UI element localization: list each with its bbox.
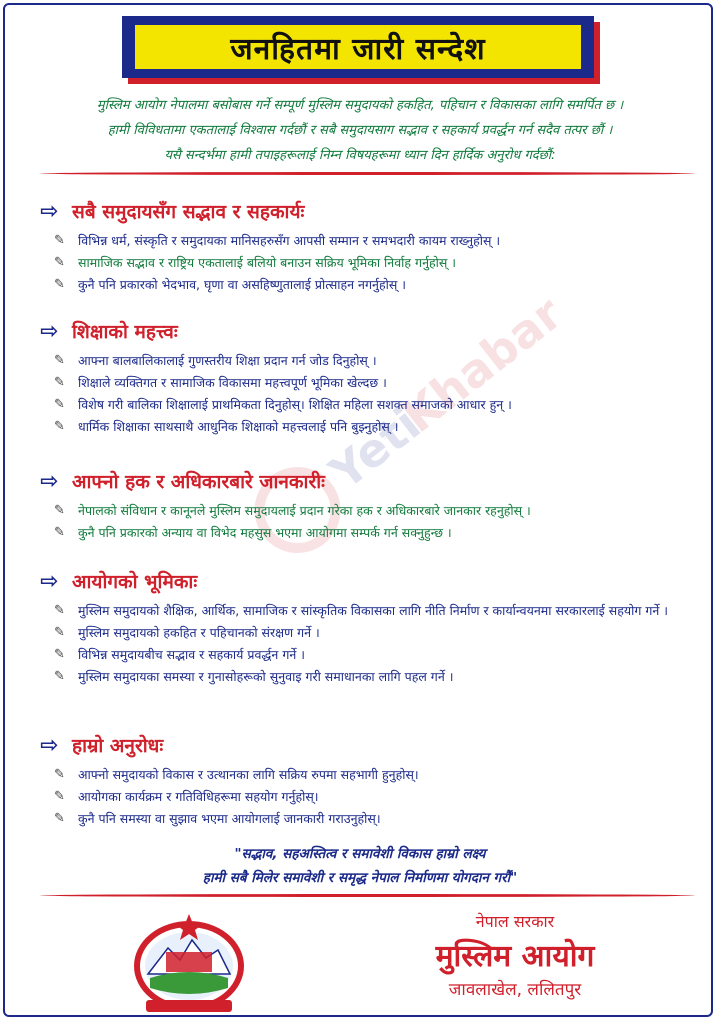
- list-item-text: मुस्लिम समुदायको हकहित र पहिचानको संरक्षण गर्ने ।: [78, 625, 320, 640]
- section-commission-role: [40, 566, 700, 688]
- separator-bottom: [40, 894, 695, 897]
- quote-line: "सद्भाव, सहअस्तित्व र समावेशी विकास हाम्रो लक्ष्य: [234, 846, 486, 862]
- pen-icon: ✎: [54, 503, 65, 518]
- commission-address: जावलाखेल, ललितपुर: [448, 980, 582, 1000]
- government-signature: [410, 910, 620, 1000]
- list-item-text: कुनै पनि प्रकारको भेदभाव, घृणा वा असहिष्णुतालाई प्रोत्साहन नगर्नुहोस् ।: [78, 277, 407, 292]
- list-item-text: शिक्षाले व्यक्तिगत र सामाजिक विकासमा महत्त्वपूर्ण भूमिका खेल्दछ ।: [78, 375, 387, 390]
- pen-icon: ✎: [54, 767, 65, 782]
- intro-line: मुस्लिम आयोग नेपालमा बसोबास गर्ने सम्पूर्ण मुस्लिम समुदायको हकहित, पहिचान र विकासका लागि समर्पित छ ।: [96, 98, 624, 113]
- pen-icon: ✎: [54, 525, 65, 540]
- list-item: [40, 786, 700, 808]
- separator-top: [40, 172, 695, 175]
- pen-icon: ✎: [54, 811, 65, 826]
- section-title: आयोगको भूमिकाः: [72, 571, 198, 593]
- page-title: जनहितमा जारी सन्देश: [135, 25, 581, 69]
- pen-icon: ✎: [54, 397, 65, 412]
- list-item-text: मुस्लिम समुदायका समस्या र गुनासोहरूको सुनुवाइ गरी समाधानका लागि पहल गर्ने ।: [78, 669, 454, 684]
- section-title: सबै समुदायसँग सद्भाव र सहकार्यः: [72, 201, 305, 223]
- list-item-text: विभिन्न समुदायबीच सद्भाव र सहकार्य प्रवर्द्धन गर्ने ।: [78, 647, 306, 662]
- title-box: [122, 16, 594, 78]
- list-item-text: कुनै पनि प्रकारको अन्याय वा विभेद महसुस भएमा आयोगमा सम्पर्क गर्न सक्नुहुन्छ ।: [78, 525, 452, 540]
- list-item: [40, 666, 700, 688]
- list-item-text: आयोगका कार्यक्रम र गतिविधिहरूमा सहयोग गर्नुहोस्।: [78, 789, 319, 804]
- pen-icon: ✎: [54, 625, 65, 640]
- section-rights: [40, 466, 700, 544]
- section-request: [40, 730, 700, 830]
- list-item: [40, 394, 700, 416]
- nepal-emblem-icon: [130, 908, 248, 1016]
- pen-icon: ✎: [54, 647, 65, 662]
- pen-icon: ✎: [54, 353, 65, 368]
- list-item-text: आफ्नो समुदायको विकास र उत्थानका लागि सक्रिय रुपमा सहभागी हुनुहोस्।: [78, 767, 419, 782]
- section-harmony: [40, 196, 700, 296]
- list-item: [40, 600, 700, 622]
- pen-icon: ✎: [54, 789, 65, 804]
- list-item-text: विभिन्न धर्म, संस्कृति र समुदायका मानिसहरुसँग आपसी सम्मान र समभदारी कायम राख्नुहोस् ।: [78, 233, 501, 248]
- list-item: [40, 764, 700, 786]
- list-item: [40, 274, 700, 296]
- svg-text:Khabar: Khabar: [392, 285, 573, 444]
- section-title: आफ्नो हक र अधिकारबारे जानकारीः: [72, 471, 325, 493]
- pen-icon: ✎: [54, 419, 65, 434]
- title-banner: [122, 16, 594, 78]
- list-item: [40, 350, 700, 372]
- commission-name: मुस्लिम आयोग: [435, 939, 595, 974]
- list-item: [40, 622, 700, 644]
- list-item: [40, 500, 700, 522]
- section-education: [40, 316, 700, 438]
- list-item: [40, 252, 700, 274]
- arrow-icon: ⇨: [40, 318, 59, 344]
- intro-line: हामी विविधतामा एकतालाई विश्वास गर्दछौं र सबै समुदायसाग सद्भाव र सहकार्य प्रवर्द्धन गर्न सदैव तत्पर छौं ।: [107, 123, 613, 138]
- list-item-text: सामाजिक सद्भाव र राष्ट्रिय एकतालाई बलियो बनाउन सक्रिय भूमिका निर्वाह गर्नुहोस् ।: [78, 255, 457, 270]
- intro-text: [10, 93, 710, 168]
- pen-icon: ✎: [54, 375, 65, 390]
- list-item: [40, 372, 700, 394]
- list-item-text: मुस्लिम समुदायको शैक्षिक, आर्थिक, सामाजिक र सांस्कृतिक विकासका लागि नीति निर्माण र कार्यान्वयनमा सरकारलाई सहयोग गर्ने ।: [78, 603, 669, 618]
- government-name: नेपाल सरकार: [475, 912, 555, 931]
- quote-line: हामी सबै मिलेर समावेशी र समृद्ध नेपाल निर्माणमा योगदान गरौं": [202, 870, 518, 886]
- intro-line: यसै सन्दर्भमा हामी तपाइहरूलाई निम्न विषयहरूमा ध्यान दिन हार्दिक अनुरोध गर्दछौं:: [164, 148, 556, 163]
- list-item-text: विशेष गरी बालिका शिक्षालाई प्राथमिकता दिनुहोस्। शिक्षित महिला सशक्त समाजको आधार हुन् ।: [78, 397, 512, 412]
- list-item: [40, 416, 700, 438]
- svg-text:Yeti: Yeti: [319, 396, 431, 500]
- pen-icon: ✎: [54, 603, 65, 618]
- section-title: शिक्षाको महत्त्वः: [72, 321, 178, 343]
- list-item-text: धार्मिक शिक्षाका साथसाथै आधुनिक शिक्षाको महत्त्वलाई पनि बुझ्नुहोस् ।: [78, 419, 399, 434]
- arrow-icon: ⇨: [40, 198, 59, 224]
- pen-icon: ✎: [54, 669, 65, 684]
- pen-icon: ✎: [54, 233, 65, 248]
- list-item: [40, 522, 700, 544]
- pen-icon: ✎: [54, 277, 65, 292]
- arrow-icon: ⇨: [40, 468, 59, 494]
- list-item-text: नेपालको संविधान र कानूनले मुस्लिम समुदायलाई प्रदान गरेका हक र अधिकारबारे जानकार रहनुहोस् ।: [78, 503, 531, 518]
- section-title: हाम्रो अनुरोधः: [72, 735, 164, 757]
- list-item: [40, 644, 700, 666]
- list-item: [40, 230, 700, 252]
- list-item-text: कुनै पनि समस्या वा सुझाव भएमा आयोगलाई जानकारी गराउनुहोस्।: [78, 811, 381, 826]
- arrow-icon: ⇨: [40, 732, 59, 758]
- list-item: [40, 808, 700, 830]
- list-item-text: आफ्ना बालबालिकालाई गुणस्तरीय शिक्षा प्रदान गर्न जोड दिनुहोस् ।: [78, 353, 377, 368]
- pen-icon: ✎: [54, 255, 65, 270]
- arrow-icon: ⇨: [40, 568, 59, 594]
- closing-quote: [40, 842, 680, 890]
